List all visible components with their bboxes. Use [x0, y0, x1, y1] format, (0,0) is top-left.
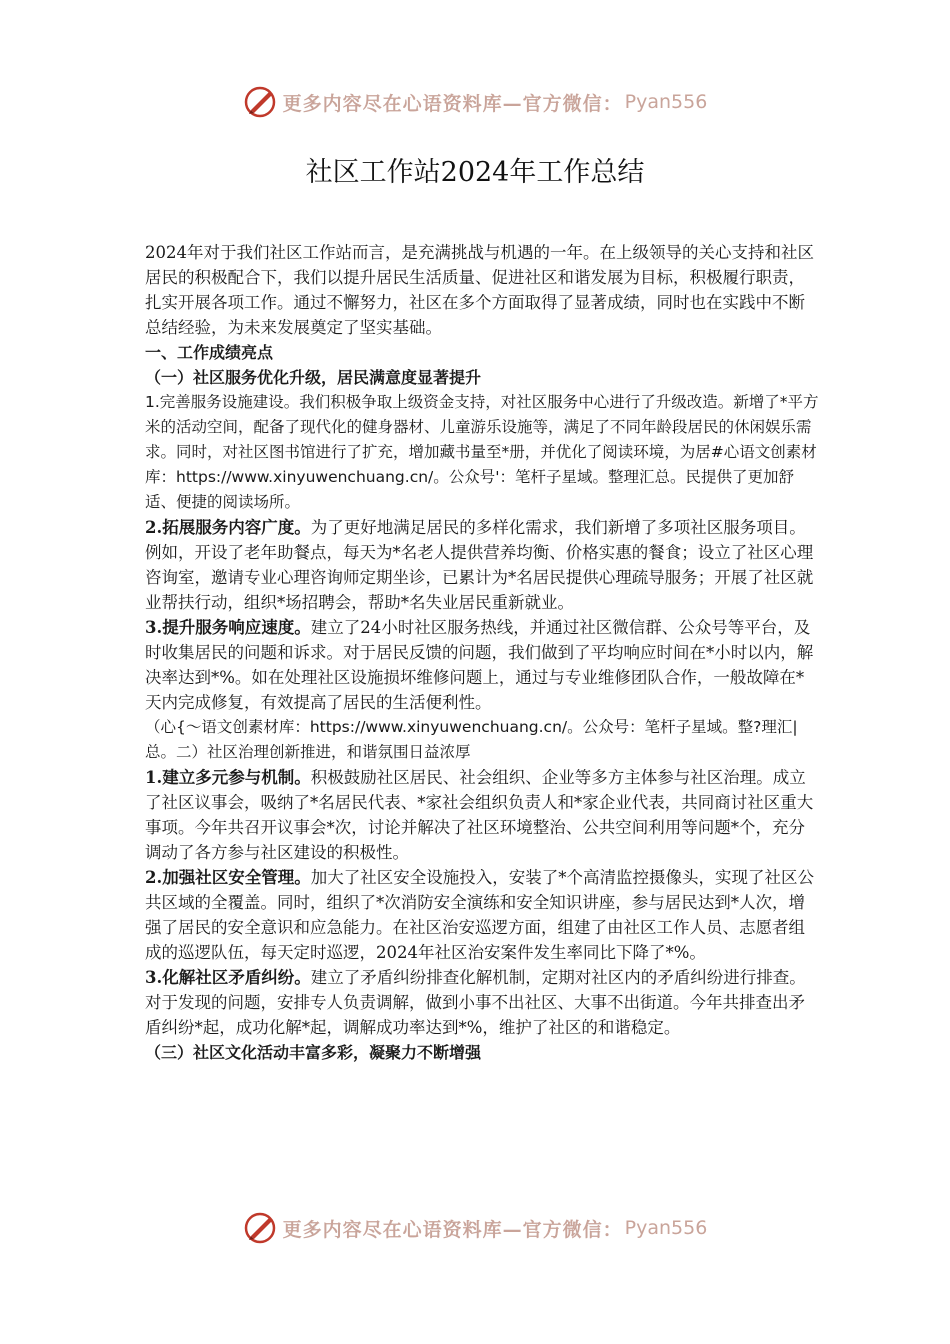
item-2-text: 为了更好地满足居民的多样化需求，我们新增了多项社区服务项目。例如，开设了老年助餐点，每天为*名老人提供营养均衡、价格实惠的餐食；设立了社区心理咨询室，邀请专业心理咨询师定期坐诊，已累计为*名居民提供心理疏导服务；开展了社区就业帮扶行动，组织*场招聘会，帮助*名失业居民重新就业。 [145, 518, 814, 612]
item-4-paragraph [145, 765, 820, 865]
watermark-footer [0, 1208, 950, 1248]
subsection-heading-3: （三）社区文化活动丰富多彩，凝聚力不断增强 [145, 1043, 482, 1062]
watermark-header [0, 82, 950, 122]
section-heading-1: 一、工作成绩亮点 [145, 343, 274, 362]
item-4-text: 积极鼓励社区居民、社会组织、企业等多方主体参与社区治理。成立了社区议事会，吸纳了*名居民代表、*家社会组织负责人和*家企业代表，共同商讨社区重大事项。今年共召开议事会*次，讨论并解决了社区环境整治、公共空间利用等问题*个，充分调动了各方参与社区建设的积极性。 [145, 768, 814, 862]
item-5-paragraph [145, 865, 820, 965]
watermark-wechat-id: Pyan556 [624, 1217, 708, 1239]
subsection-heading-1: （一）社区服务优化升级，居民满意度显著提升 [145, 368, 482, 387]
item-6-text: 建立了矛盾纠纷排查化解机制，定期对社区内的矛盾纠纷进行排查。对于发现的问题，安排专人负责调解，做到小事不出社区、大事不出街道。今年共排查出矛盾纠纷*起，成功化解*起，调解成功率达到*%，维护了社区的和谐稳定。 [145, 968, 806, 1037]
document-title: 社区工作站2024年工作总结 [305, 157, 645, 188]
subsection-heading-2: （心{～语文创素材库：https://www.xinyuwenchuang.cn/。公众号：笔杆子星域。整?理汇|总。二）社区治理创新推进，和谐氛围日益浓厚 [145, 718, 798, 761]
item-3-lead: 3.提升服务响应速度。 [145, 618, 311, 637]
watermark-wechat-id: Pyan556 [624, 91, 708, 113]
item-2-lead: 2.拓展服务内容广度。 [145, 518, 311, 537]
watermark-text: 更多内容尽在心语资料库—官方微信： [282, 92, 623, 115]
pen-logo-icon [243, 84, 279, 120]
watermark-text: 更多内容尽在心语资料库—官方微信： [282, 1218, 623, 1241]
item-6-lead: 3.化解社区矛盾纠纷。 [145, 968, 311, 987]
item-5-lead: 2.加强社区安全管理。 [145, 868, 311, 887]
item-3-paragraph [145, 615, 820, 715]
item-6-paragraph [145, 965, 820, 1040]
item-2-paragraph [145, 515, 820, 615]
item-5-text: 加大了社区安全设施投入，安装了*个高清监控摄像头，实现了社区公共区域的全覆盖。同时，组织了*次消防安全演练和安全知识讲座，参与居民达到*人次，增强了居民的安全意识和应急能力。在社区治安巡逻方面，组建了由社区工作人员、志愿者组成的巡逻队伍，每天定时巡逻，2024年社区治安案件发生率同比下降了*%。 [145, 868, 814, 962]
item-4-lead: 1.建立多元参与机制。 [145, 768, 311, 787]
item-1-paragraph: 1.完善服务设施建设。我们积极争取上级资金支持，对社区服务中心进行了升级改造。新增了*平方米的活动空间，配备了现代化的健身器材、儿童游乐设施等，满足了不同年龄段居民的休闲娱乐需求。同时，对社区图书馆进行了扩充，增加藏书量至*册，并优化了阅读环境，为居#心语文创素材库：https://www.xinyuwenchuang.cn/。公众号'：笔杆子星域。整理汇总。民提供了更加舒适、便捷的阅读场所。 [145, 393, 819, 511]
pen-logo-icon [243, 1210, 279, 1246]
document-body [145, 240, 820, 1065]
intro-paragraph: 2024年对于我们社区工作站而言，是充满挑战与机遇的一年。在上级领导的关心支持和社区居民的积极配合下，我们以提升居民生活质量、促进社区和谐发展为目标，积极履行职责，扎实开展各项工作。通过不懈努力，社区在多个方面取得了显著成绩，同时也在实践中不断总结经验，为未来发展奠定了坚实基础。 [145, 243, 814, 337]
item-3-text: 建立了24小时社区服务热线，并通过社区微信群、公众号等平台，及时收集居民的问题和诉求。对于居民反馈的问题，我们做到了平均响应时间在*小时以内，解决率达到*%。如在处理社区设施损坏维修问题上，通过与专业维修团队合作，一般故障在*天内完成修复，有效提高了居民的生活便利性。 [145, 618, 814, 712]
